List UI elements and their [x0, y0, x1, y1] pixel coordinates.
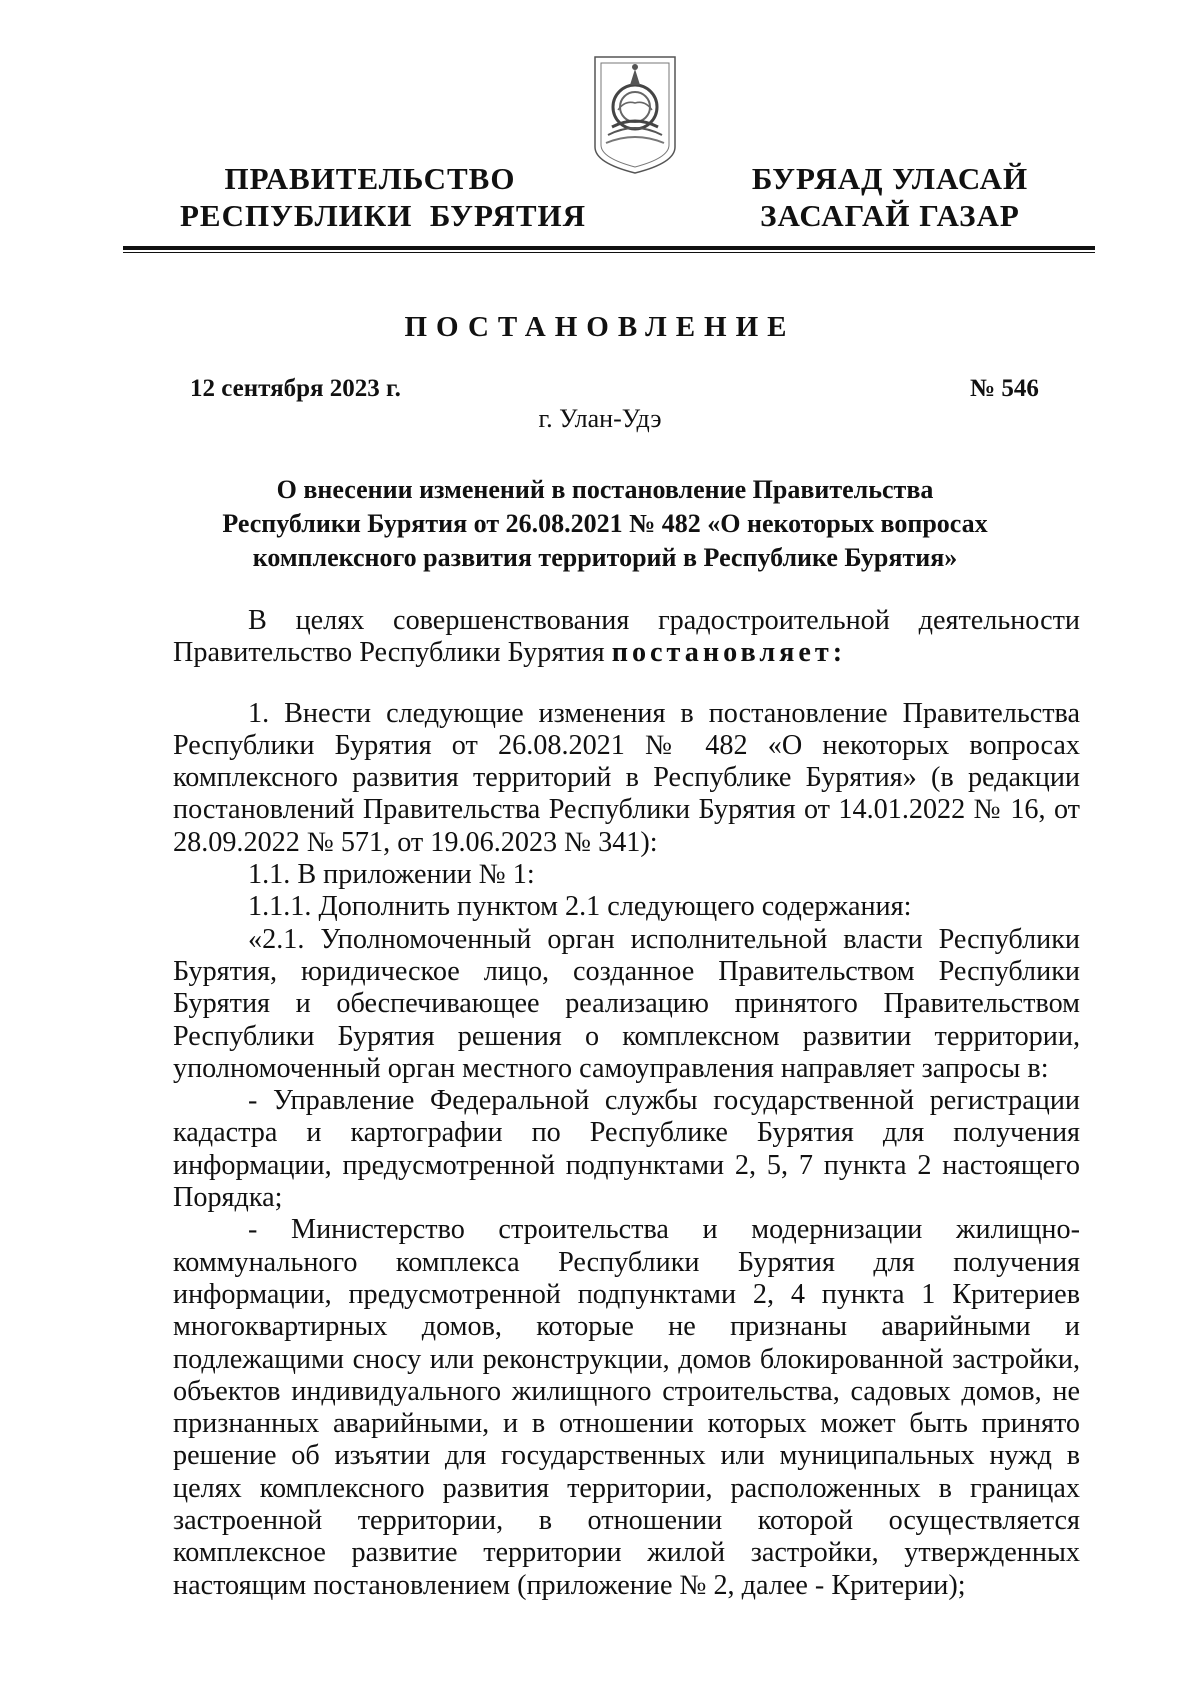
org-name-buryat-line1: БУРЯАД УЛАСАЙ — [751, 161, 1029, 196]
document-city: г. Улан-Удэ — [538, 404, 662, 433]
body-paragraph: - Управление Федеральной службы государственной регистрации кадастра и картографии по Республике Бурятия для получения информации, предусмотренной подпунктами 2, 5, 7 пункта 2 настоящего Порядка; — [173, 1085, 1080, 1214]
body-paragraph: 1.1. В приложении № 1: — [248, 859, 535, 891]
preamble-keyword: постановляет: — [611, 637, 847, 669]
body-paragraph: 1.1.1. Дополнить пунктом 2.1 следующего содержания: — [248, 891, 912, 923]
body-paragraph: - Министерство строительства и модернизации жилищно-коммунального комплекса Республики Бурятия для получения информации, предусмотренной подпунктами 2, 4 пункта 1 Критериев многоквартирных домов, которые не признаны аварийными и подлежащими сносу или реконструкции, домов блокированной застройки, объектов индивидуального жилищного строительства, садовых домов, не признанных аварийными, и в отношении которых может быть принято решение об изъятии для государственных или муниципальных нужд в целях комплексного развития территории, расположенных в границах застроенной территории, в отношении которой осуществляется комплексное развитие территории жилой застройки, утвержденных настоящим постановлением (приложение № 2, далее - Критерии); — [173, 1214, 1080, 1601]
header-divider — [123, 246, 1095, 253]
document-body — [173, 605, 1080, 1602]
body-paragraph: «2.1. Уполномоченный орган исполнительной власти Республики Бурятия, юридическое лицо, созданное Правительством Республики Бурятия и обеспечивающее реализацию принятого Правительством Республики Бурятия решения о комплексном развитии территории, уполномоченный орган местного самоуправления направляет запросы в: — [173, 923, 1080, 1084]
document-number: № 546 — [970, 375, 1039, 402]
document-date: 12 сентября 2023 г. — [190, 375, 401, 402]
coat-of-arms-icon — [592, 55, 678, 175]
document-title — [170, 473, 1040, 575]
document-type: ПОСТАНОВЛЕНИЕ — [404, 311, 796, 343]
body-paragraph: 1. Внести следующие изменения в постановление Правительства Республики Бурятия от 26.08.2021 № 482 «О некоторых вопросах комплексного развития территорий в Республике Бурятия» (в редакции постановлений Правительства Республики Бурятия от 14.01.2022 № 16, от 28.09.2022 № 571, от 19.06.2023 № 341): — [173, 697, 1080, 858]
org-name-russian-line1: ПРАВИТЕЛЬСТВО — [224, 161, 516, 196]
org-name-russian-line2: РЕСПУБЛИКИ БУРЯТИЯ — [180, 198, 587, 233]
org-name-buryat — [740, 160, 1040, 234]
document-title-line: Республики Бурятия от 26.08.2021 № 482 «О некоторых вопросах — [222, 509, 988, 538]
document-title-line: О внесении изменений в постановление Правительства — [276, 475, 934, 504]
document-title-line: комплексного развития территорий в Республике Бурятия» — [252, 543, 958, 572]
preamble-paragraph — [173, 605, 1080, 670]
org-name-russian — [180, 160, 587, 234]
org-name-buryat-line2: ЗАСАГАЙ ГАЗАР — [760, 198, 1020, 233]
preamble-text: В целях совершенствования градостроительной деятельности Правительство Республики Бурятия — [173, 605, 1080, 669]
